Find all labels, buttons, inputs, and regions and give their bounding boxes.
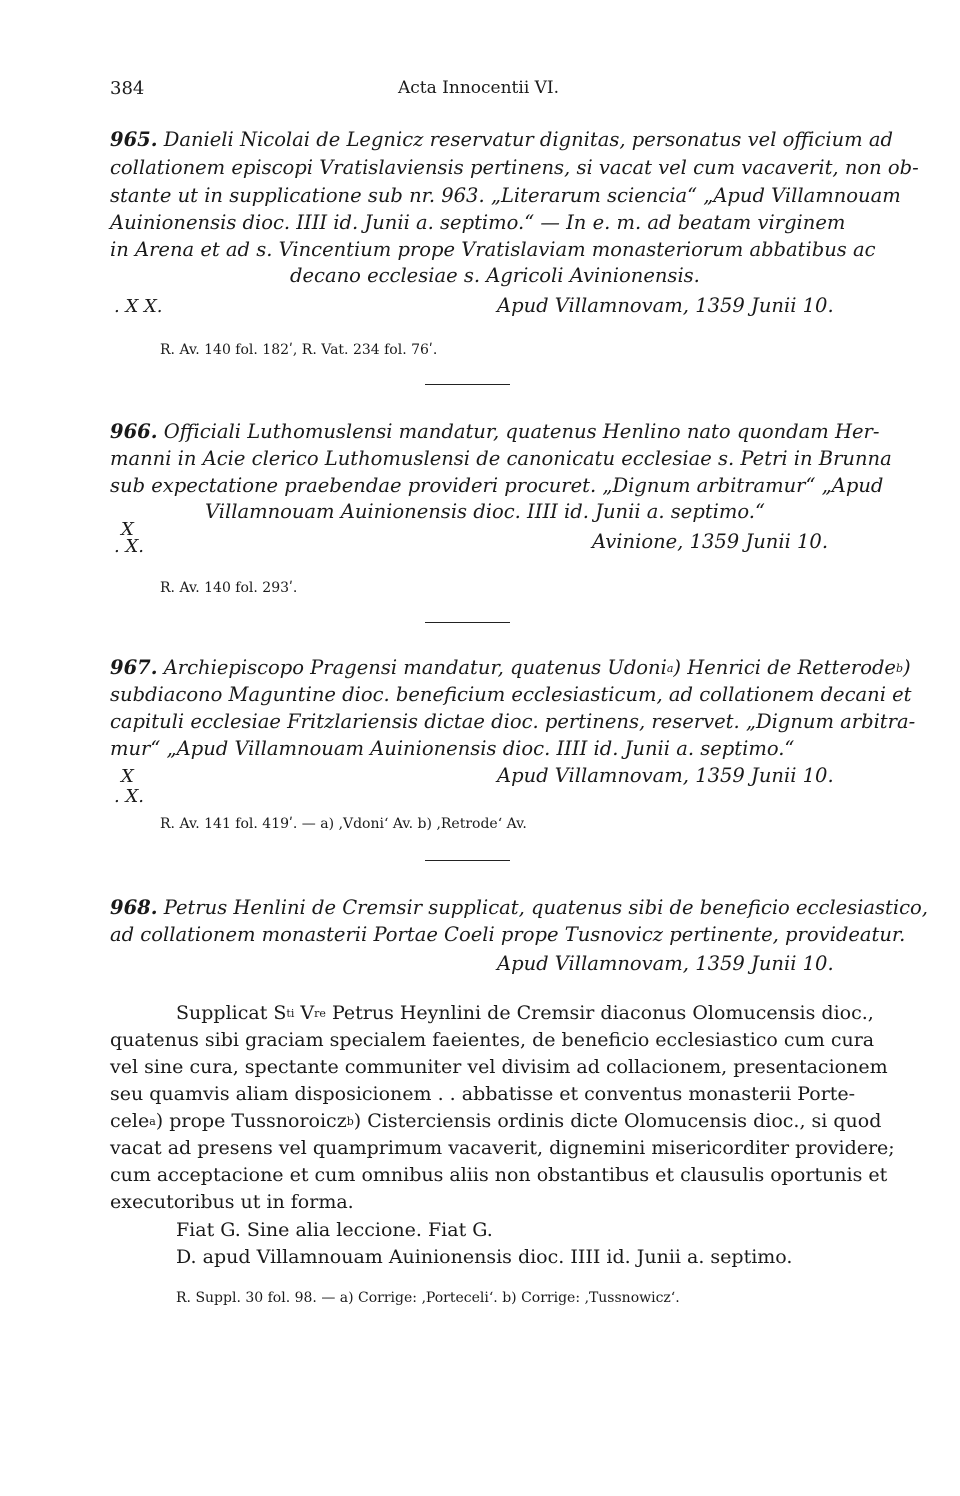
entry-968-line-2: ad collationem monasterii Portae Coeli prope Tusnovicz pertinente, provideatur.: [110, 923, 906, 946]
entry-965-line-5: in Arena et ad s. Vincentium prope Vratislaviam monasteriorum abbatibus ac: [110, 238, 876, 261]
entry-966-line-1: 966. Officiali Luthomuslensi mandatur, quatenus Henlino nato quondam Her-: [110, 420, 880, 443]
entry-965-dateline: Apud Villamnovam, 1359 Junii 10.: [497, 294, 834, 317]
entry-967-source: R. Av. 141 fol. 419ʹ. — a) ‚Vdoni‘ Av. b) ‚Retrode‘ Av.: [160, 816, 527, 832]
entry-967-mark: . X.: [114, 786, 144, 807]
entry-967-line-4: mur“ „Apud Villamnouam Auinionensis dioc. IIII id. Junii a. septimo.“: [110, 737, 795, 760]
entry-966-dateline: Avinione, 1359 Junii 10.: [592, 530, 829, 553]
footnote-marker: a: [666, 662, 674, 675]
separator-rule: [425, 384, 510, 385]
entry-967-line-3: capituli ecclesiae Fritzlariensis dictae dioc. pertinens, reservet. „Dignum arbitra-: [110, 710, 916, 733]
entry-966-line-4: Villamnouam Auinionensis dioc. IIII id. Junii a. septimo.“: [205, 500, 765, 523]
entry-965-source: R. Av. 140 fol. 182ʹ, R. Vat. 234 fol. 76ʹ.: [160, 342, 438, 358]
supplication-line-1: Supplicat $S^{ti}$ Vre Petrus Heynlini de Cremsir diaconus Olomucensis dioc.,: [176, 1002, 874, 1024]
entry-968-dateline: Apud Villamnovam, 1359 Junii 10.: [497, 952, 834, 975]
entry-967-line-1: 967. Archiepiscopo Pragensi mandatur, quatenus Udoni$^a$) Henrici de Retterode$^b$): [110, 656, 911, 679]
entry-965-line-1: 965. Danieli Nicolai de Legnicz reservatur dignitas, personatus vel officium ad: [110, 128, 893, 151]
entry-965-line-4: Auinionensis dioc. IIII id. Junii a. septimo.“ — In e. m. ad beatam virginem: [110, 211, 846, 234]
entry-968-line-1: 968. Petrus Henlini de Cremsir supplicat, quatenus sibi de beneficio ecclesiastico,: [110, 896, 928, 919]
supplication-line-6: vacat ad presens vel quamprimum vacaverit, dignemini misericorditer providere;: [110, 1137, 895, 1159]
separator-rule: [425, 860, 510, 861]
supplication-line-3: vel sine cura, spectante communiter vel divisim ad collacionem, presentacionem: [110, 1056, 888, 1078]
datum-line: D. apud Villamnouam Auinionensis dioc. IIII id. Junii a. septimo.: [176, 1246, 793, 1268]
entry-966-mark: . X.: [114, 536, 144, 557]
supplication-line-4: seu quamvis aliam disposicionem . . abbatisse et conventus monasterii Porte-: [110, 1083, 856, 1105]
entry-965-line-6: decano ecclesiae s. Agricoli Avinionensis.: [290, 264, 700, 287]
entry-968-number: 968.: [110, 896, 158, 919]
entry-965-line-2: collationem episcopi Vratislaviensis pertinens, si vacat vel cum vacaverit, non ob-: [110, 156, 919, 179]
entry-965-number: 965.: [110, 128, 158, 151]
entry-966-mark-top: X: [121, 519, 134, 540]
supplication-line-7: cum acceptacione et cum omnibus aliis non obstantibus et clausulis oportunis et: [110, 1164, 888, 1186]
entry-967-number: 967.: [110, 656, 158, 679]
entry-966-line-3: sub expectatione praebendae provideri procuret. „Dignum arbitramur“ „Apud: [110, 474, 884, 497]
page-number: 384: [110, 78, 145, 99]
entry-965-mark: . X X.: [114, 296, 163, 317]
running-title: Acta Innocentii VI.: [398, 78, 560, 98]
footnote-marker: b: [895, 662, 904, 675]
entry-966-source: R. Av. 140 fol. 293ʹ.: [160, 580, 298, 596]
separator-rule: [425, 622, 510, 623]
entry-966-line-2: manni in Acie clerico Luthomuslensi de canonicatu ecclesiae s. Petri in Brunna: [110, 447, 892, 470]
entry-967-mark-top: X: [121, 766, 134, 787]
supplication-line-5: cele$^a$) prope Tussnoroicz$^b$) Cisterciensis ordinis dicte Olomucensis dioc., si quod: [110, 1110, 882, 1132]
entry-966-number: 966.: [110, 420, 158, 443]
entry-967-line-2: subdiacono Maguntine dioc. beneficium ecclesiasticum, ad collationem decani et: [110, 683, 912, 706]
supplication-line-8: executoribus ut in forma.: [110, 1191, 354, 1213]
entry-968-source: R. Suppl. 30 fol. 98. — a) Corrige: ‚Porteceli‘. b) Corrige: ‚Tussnowicz‘.: [176, 1290, 680, 1306]
entry-965-line-3: stante ut in supplicatione sub nr. 963. „Literarum sciencia“ „Apud Villamnouam: [110, 184, 901, 207]
supplication-line-2: quatenus sibi graciam specialem faeientes, de beneficio ecclesiastico cum cura: [110, 1029, 875, 1051]
fiat-line: Fiat G. Sine alia leccione. Fiat G.: [176, 1219, 493, 1241]
entry-967-dateline: Apud Villamnovam, 1359 Junii 10.: [497, 764, 834, 787]
